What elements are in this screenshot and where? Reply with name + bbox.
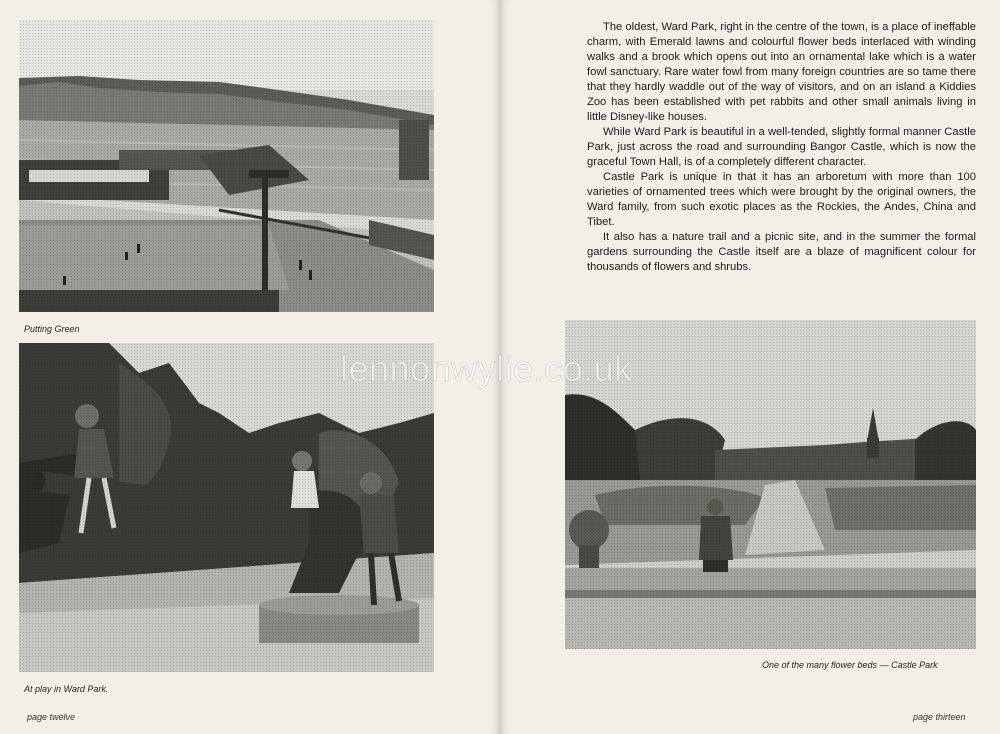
paragraph-nature-trail: It also has a nature trail and a picnic site, and in the summer the formal gardens surrounding the Castle itself are a blaze of magnificent colour for thousands of flowers and shrubs. — [587, 231, 976, 273]
page-number-right: page thirteen — [913, 712, 966, 722]
paragraph-castle-park: While Ward Park is beautiful in a well-tended, slightly formal manner Castle Park, just across the road and surrounding Bangor Castle, which is now the graceful Town Hall, is of a completely different character. — [587, 126, 976, 168]
putting-green-caption: Putting Green — [24, 324, 80, 334]
putting-green-photo — [19, 20, 434, 312]
paragraph-ward-park: The oldest, Ward Park, right in the centre of the town, is a place of ineffable charm, with Emerald lawns and colourful flower beds interlaced with winding walks and a brook which opens out into an ornamental lake which is a water fowl sanctuary. Rare water fowl from many foreign countries are so tame there that they hardly waddle out of the way of visitors, and on an island a Kiddies Zoo has been established with pet rabbits and other small animals living in little Disney-like houses. — [587, 21, 976, 123]
ward-park-photo — [19, 343, 434, 672]
watermark: lennonwylie.co.uk — [340, 348, 633, 389]
paragraph-arboretum: Castle Park is unique in that it has an arboretum with more than 100 varieties of ornamented trees which were brought by the original owners, the Ward family, from such exotic places as the Rockies, the Andes, China and Tibet. — [587, 171, 976, 228]
castle-park-caption: One of the many flower beds — Castle Park — [762, 660, 938, 670]
page-number-left: page twelve — [27, 712, 76, 722]
ward-park-caption: At play in Ward Park. — [24, 684, 109, 694]
body-text — [587, 20, 976, 275]
